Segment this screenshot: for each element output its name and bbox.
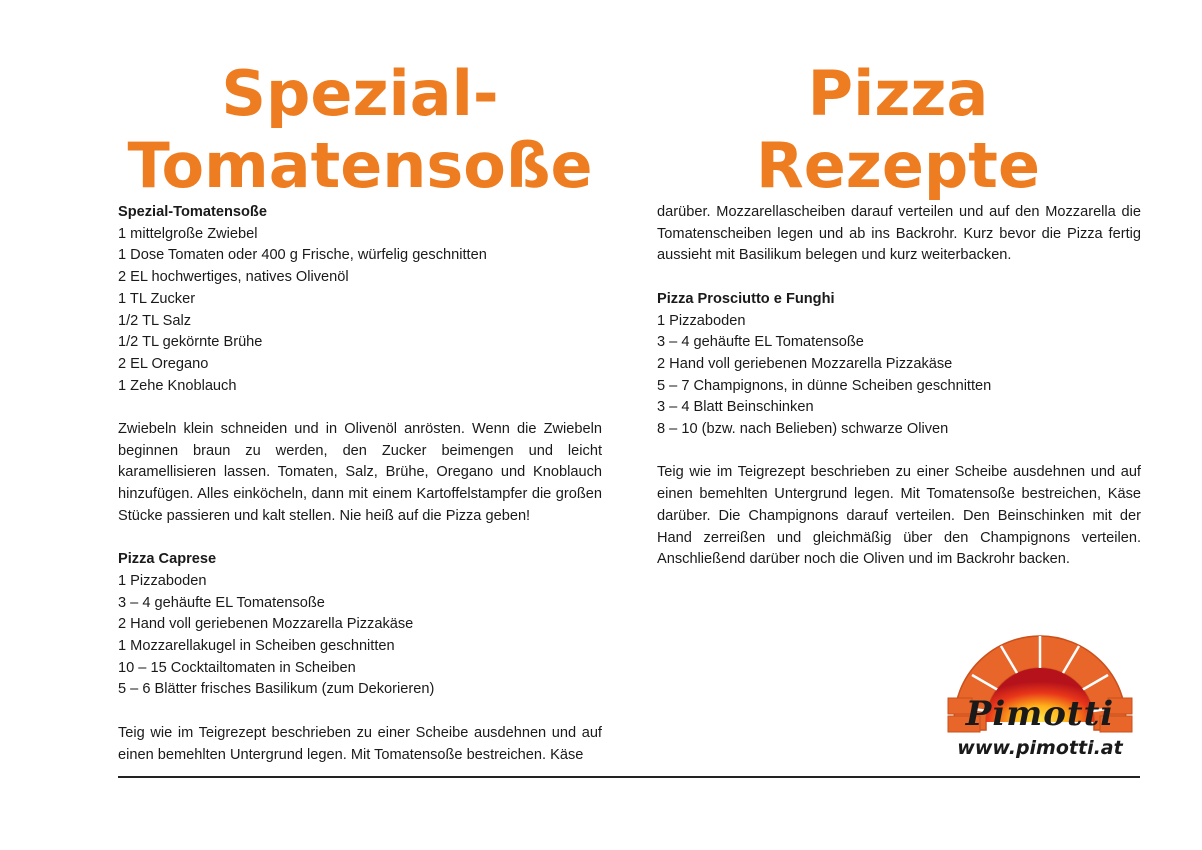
caprese-ingredients [118, 549, 602, 701]
ingredient-line: 1 Pizzaboden [657, 312, 746, 329]
ingredient-line: 1 TL Zucker [118, 290, 196, 307]
caprese-instructions-start: Teig wie im Teigrezept beschrieben zu einer Scheibe ausdehnen und auf einen bemehlten Untergrund legen. Mit Tomatensoße bestreichen. Käse [118, 724, 602, 763]
title-spezial-tomatensosse [118, 58, 602, 202]
ingredient-line: 2 Hand voll geriebenen Mozzarella Pizzakäse [118, 616, 414, 633]
sauce-heading: Spezial-Tomatensoße [118, 204, 267, 220]
caprese-heading: Pizza Caprese [118, 551, 217, 568]
pimotti-logo [940, 612, 1140, 772]
ingredient-line: 8 – 10 (bzw. nach Belieben) schwarze Oliven [657, 421, 949, 438]
prosciutto-instructions: Teig wie im Teigrezept beschrieben zu einer Scheibe ausdehnen und auf einen bemehlten Untergrund legen. Mit Tomatensoße bestreichen, Käse darüber. Die Champignons darauf verteilen. Den Beinschinken mit der Hand zerreißen und gleichmäßig über den Champignons verteilen. Anschließend darüber noch die Oliven und im Backrohr backen. [657, 464, 1141, 568]
prosciutto-heading: Pizza Prosciutto e Funghi [657, 290, 835, 307]
right-column [657, 202, 1141, 593]
ingredient-line: 1/2 TL Salz [118, 312, 192, 329]
ingredient-line: 10 – 15 Cocktailtomaten in Scheiben [118, 659, 356, 676]
sauce-instructions: Zwiebeln klein schneiden und in Olivenöl anrösten. Wenn die Zwiebeln beginnen braun zu werden, den Zucker beimengen und leicht karamellisieren lassen. Tomaten, Salz, Brühe, Oregano und Knoblauch hinzufügen. Alles einköcheln, dann mit einem Kartoffelstampfer die großen Stücke passieren und kalt stellen. Nie heiß auf die Pizza geben! [118, 421, 602, 524]
ingredient-line: 2 Hand voll geriebenen Mozzarella Pizzakäse [657, 355, 953, 372]
title-line-2: Tomatensoße [127, 129, 593, 202]
ingredient-line: 2 EL hochwertiges, natives Olivenöl [118, 269, 349, 286]
ingredient-line: 3 – 4 gehäufte EL Tomatensoße [657, 334, 864, 351]
ingredient-line: 1 Mozzarellakugel in Scheiben geschnitten [118, 638, 395, 655]
ingredient-line: 3 – 4 gehäufte EL Tomatensoße [118, 594, 325, 611]
ingredient-line: 3 – 4 Blatt Beinschinken [657, 399, 814, 416]
ingredient-line: 1 Dose Tomaten oder 400 g Frische, würfelig geschnitten [118, 247, 487, 264]
ingredient-line: 1 Zehe Knoblauch [118, 377, 237, 394]
ingredient-line: 1 Pizzaboden [118, 572, 207, 589]
left-column [118, 202, 602, 788]
title-line-1: Spezial- [221, 57, 499, 130]
ingredient-line: 2 EL Oregano [118, 355, 209, 372]
prosciutto-ingredients [657, 289, 1141, 441]
title-pizza-rezepte: Pizza Rezepte [756, 57, 1040, 202]
ingredient-line: 5 – 6 Blätter frisches Basilikum (zum Dekorieren) [118, 681, 435, 698]
caprese-instructions-continued: darüber. Mozzarellascheiben darauf verteilen und auf den Mozzarella die Tomatenscheiben legen und ab ins Backrohr. Kurz bevor die Pizza fertig aussieht mit Basilikum belegen und kurz weiterbacken. [657, 204, 1141, 264]
footer-rule [118, 776, 1140, 778]
ingredient-line: 1/2 TL gekörnte Brühe [118, 334, 263, 351]
sauce-ingredients [118, 202, 602, 397]
logo-brand: Pimotti [965, 694, 1115, 734]
ingredient-line: 5 – 7 Champignons, in dünne Scheiben geschnitten [657, 377, 992, 394]
ingredient-line: 1 mittelgroße Zwiebel [118, 225, 258, 242]
logo-url: www.pimotti.at [957, 737, 1123, 759]
